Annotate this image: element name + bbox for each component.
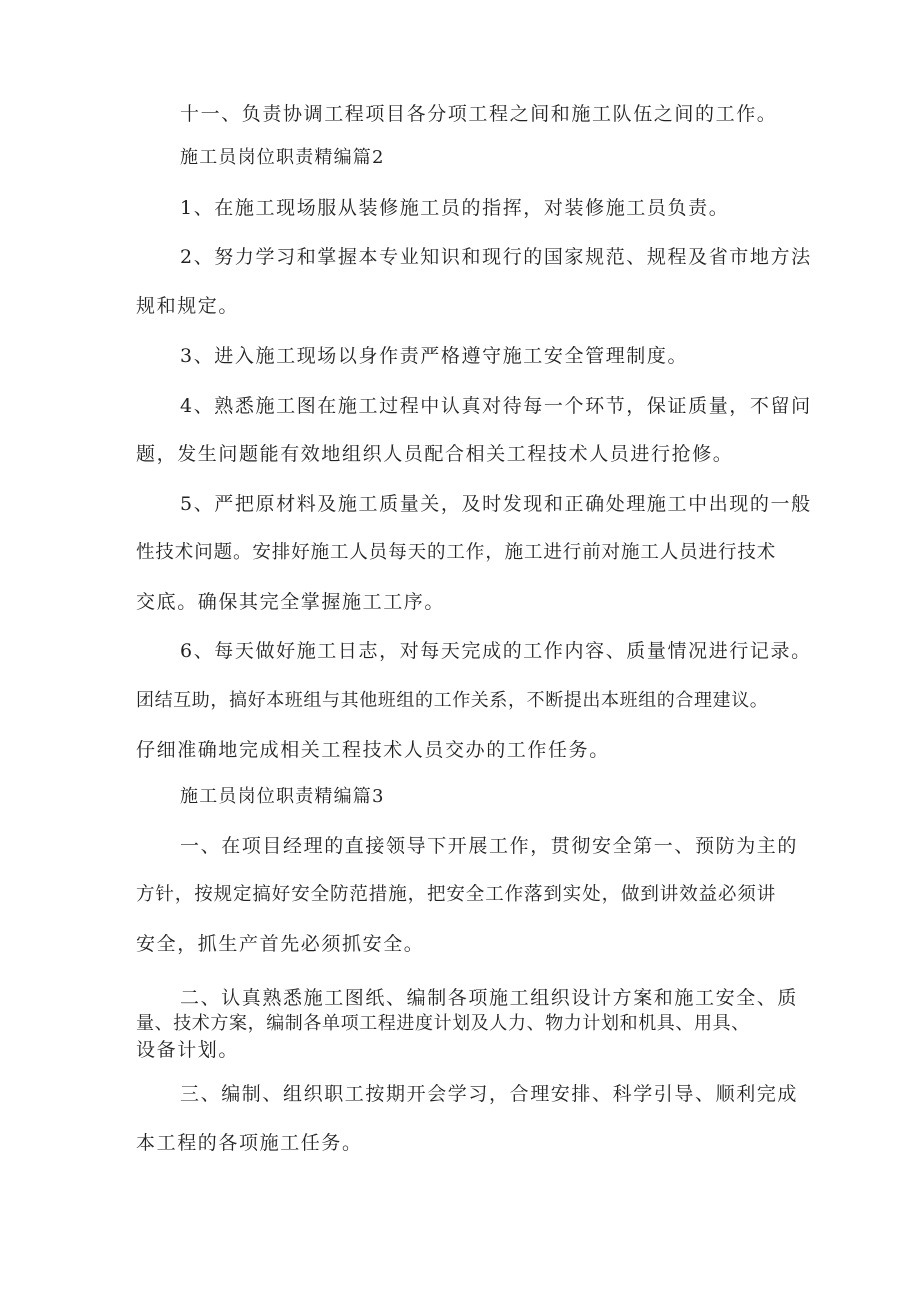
paragraph-line: 性技术问题。安排好施工人员每天的工作，施工进行前对施工人员进行技术	[136, 542, 777, 563]
paragraph-line: 4、熟悉施工图在施工过程中认真对待每一个环节，保证质量，不留问	[180, 395, 812, 417]
paragraph-line: 3、进入施工现场以身作责严格遵守施工安全管理制度。	[180, 345, 689, 367]
paragraph-line: 1、在施工现场服从装修施工员的指挥，对装修施工员负责。	[180, 197, 730, 219]
paragraph-line: 本工程的各项施工任务。	[136, 1132, 363, 1154]
paragraph-line: 交底。确保其完全掌握施工工序。	[136, 591, 446, 613]
paragraph-line: 三、编制、组织职工按期开会学习，合理安排、科学引导、顺利完成	[180, 1083, 799, 1105]
paragraph-line: 5、严把原材料及施工质量关，及时发现和正确处理施工中出现的一般	[180, 493, 812, 515]
paragraph-line: 规和规定。	[136, 295, 240, 317]
paragraph-line: 安全，抓生产首先必须抓安全。	[136, 933, 425, 955]
paragraph-line: 十一、负责协调工程项目各分项工程之间和施工队伍之间的工作。	[180, 103, 778, 125]
section-heading: 施工员岗位职责精编篇2	[180, 147, 385, 168]
paragraph-line: 设备计划。	[136, 1039, 240, 1061]
paragraph-line: 仔细准确地完成相关工程技术人员交办的工作任务。	[136, 739, 610, 761]
paragraph-line: 题，发生问题能有效地组织人员配合相关工程技术人员进行抢修。	[136, 443, 734, 465]
paragraph-line: 二、认真熟悉施工图纸、编制各项施工组织设计方案和施工安全、质	[180, 987, 799, 1009]
paragraph-line: 2、努力学习和掌握本专业知识和现行的国家规范、规程及省市地方法	[180, 246, 812, 268]
section-heading: 施工员岗位职责精编篇3	[180, 786, 385, 807]
paragraph-line: 6、每天做好施工日志，对每天完成的工作内容、质量情况进行记录。	[180, 640, 812, 662]
paragraph-line: 方针，按规定搞好安全防范措施，把安全工作落到实处，做到讲效益必须讲	[136, 884, 777, 905]
paragraph-line: 一、在项目经理的直接领导下开展工作，贯彻安全第一、预防为主的	[180, 835, 799, 857]
paragraph-line: 团结互助，搞好本班组与其他班组的工作关系，不断提出本班组的合理建议。	[136, 690, 769, 711]
paragraph-line: 量、技术方案，编制各单项工程进度计划及人力、物力计划和机具、用具、	[136, 1013, 750, 1034]
